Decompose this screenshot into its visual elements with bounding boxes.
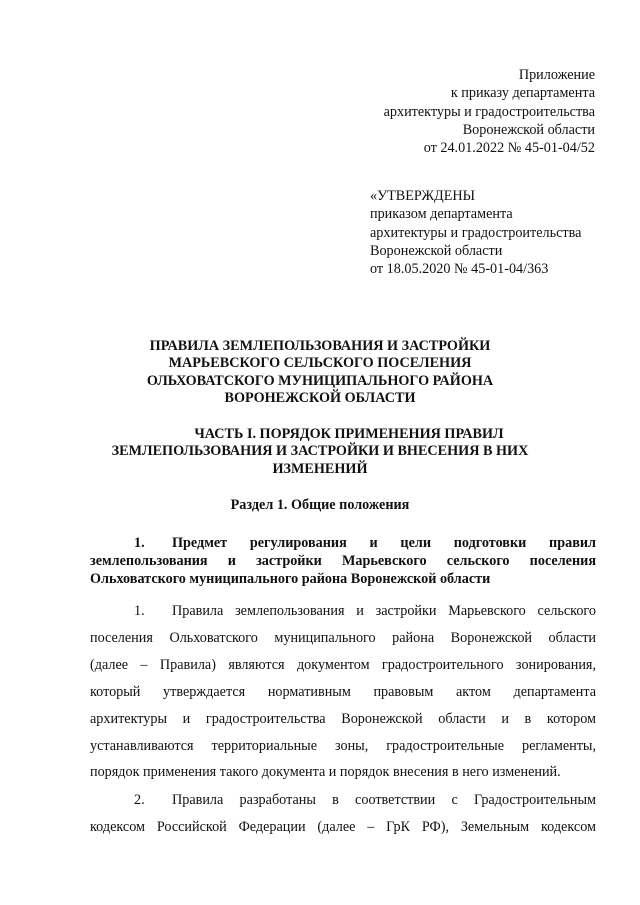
approval-line: Воронежской области — [370, 242, 503, 259]
article-heading-line: 1. Предмет регулирования и цели подготовки правил — [134, 535, 596, 551]
approval-line: архитектуры и градостроительства — [370, 224, 582, 241]
article-heading-line: землепользования и застройки Марьевского сельского поселения — [90, 553, 596, 570]
approval-line: «УТВЕРЖДЕНЫ — [370, 188, 475, 204]
appendix-line: Воронежской области — [462, 121, 595, 138]
paragraph-line: который утверждается нормативным правовым актом департамента — [90, 683, 596, 700]
section-title: Раздел 1. Общие положения — [230, 497, 410, 513]
paragraph-line: 1. Правила землепользования и застройки Марьевского сельского — [90, 598, 596, 625]
paragraph-number: 2. — [134, 792, 145, 808]
part-heading-line: ИЗМЕНЕНИЙ — [272, 460, 368, 477]
part-heading — [0, 426, 640, 478]
paragraph-line: архитектуры и градостроительства Воронежской области и в котором — [90, 710, 596, 727]
paragraph-line: кодексом Российской Федерации (далее – ГрК РФ), Земельным кодексом — [90, 818, 596, 835]
appendix-date-number: от 24.01.2022 № 45-01-04/52 — [423, 140, 595, 157]
approval-line: приказом департамента — [370, 206, 513, 223]
part-heading-line: ЧАСТЬ I. ПОРЯДОК ПРИМЕНЕНИЯ ПРАВИЛ — [194, 426, 504, 442]
title-line: МАРЬЕВСКОГО СЕЛЬСКОГО ПОСЕЛЕНИЯ — [168, 355, 472, 372]
section-heading — [0, 496, 640, 514]
approval-date-number: от 18.05.2020 № 45-01-04/363 — [370, 261, 549, 278]
paragraph-line: порядок применения такого документа и порядок внесения в него изменений. — [90, 764, 561, 781]
title-line: ВОРОНЕЖСКОЙ ОБЛАСТИ — [224, 389, 416, 406]
article-number: 1. — [134, 535, 145, 551]
paragraph-line: (далее – Правила) являются документом градостроительного зонирования, — [90, 656, 596, 673]
paragraph-1 — [90, 598, 596, 786]
appendix-header — [384, 66, 595, 157]
paragraph-line: 2. Правила разработаны в соответствии с Градостроительным — [90, 787, 596, 814]
appendix-line: к приказу департамента — [450, 85, 595, 102]
appendix-line: Приложение — [518, 67, 595, 83]
title-line: ПРАВИЛА ЗЕМЛЕПОЛЬЗОВАНИЯ И ЗАСТРОЙКИ — [149, 338, 491, 354]
paragraph-2 — [90, 787, 596, 841]
approval-stamp — [370, 187, 581, 278]
article-heading — [90, 534, 596, 589]
document-title — [0, 338, 640, 407]
title-line: ОЛЬХОВАТСКОГО МУНИЦИПАЛЬНОГО РАЙОНА — [146, 372, 494, 389]
paragraph-number: 1. — [134, 603, 145, 619]
article-heading-line: Ольховатского муниципального района Воронежской области — [90, 571, 491, 588]
part-heading-line: ЗЕМЛЕПОЛЬЗОВАНИЯ И ЗАСТРОЙКИ И ВНЕСЕНИЯ В НИХ — [111, 443, 529, 460]
paragraph-line: поселения Ольховатского муниципального района Воронежской области — [90, 629, 596, 646]
appendix-line: архитектуры и градостроительства — [383, 103, 595, 120]
paragraph-line: устанавливаются территориальные зоны, градостроительные регламенты, — [90, 737, 596, 754]
